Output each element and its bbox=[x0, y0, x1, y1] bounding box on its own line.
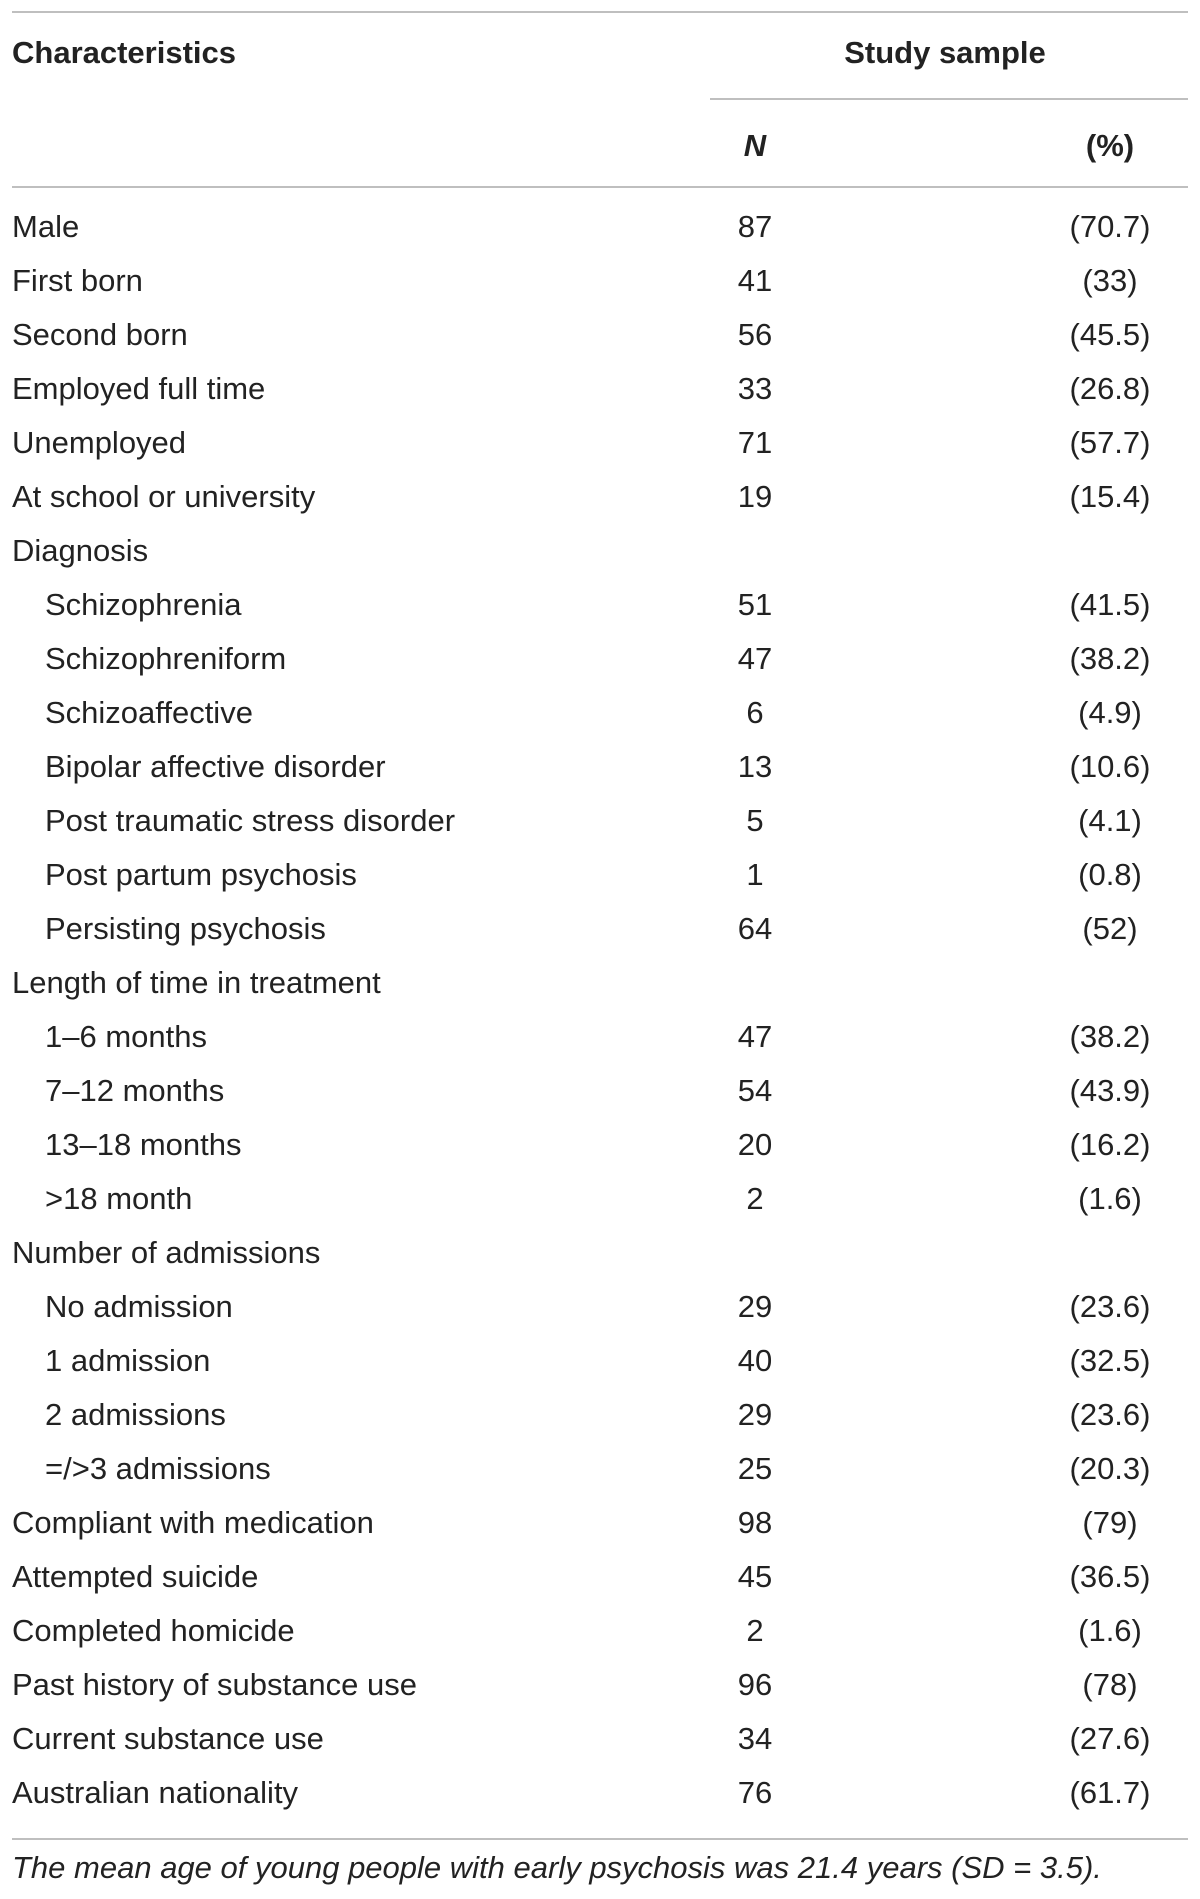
row-label: Length of time in treatment bbox=[12, 965, 381, 1000]
row-percent-value: (57.7) bbox=[1069, 425, 1151, 460]
row-percent-value bbox=[1060, 1226, 1160, 1280]
row-label: Compliant with medication bbox=[12, 1505, 374, 1540]
row-n-value: 54 bbox=[737, 1073, 773, 1108]
table-row bbox=[0, 1064, 1200, 1118]
row-percent-value: (38.2) bbox=[1069, 641, 1151, 676]
row-n-value: 76 bbox=[737, 1775, 773, 1810]
table-row bbox=[0, 1712, 1200, 1766]
row-label: 13–18 months bbox=[45, 1127, 242, 1162]
row-label: 2 admissions bbox=[45, 1397, 226, 1432]
characteristics-header: Characteristics bbox=[12, 35, 237, 70]
table-body bbox=[0, 200, 1200, 1820]
row-n-value: 29 bbox=[737, 1397, 773, 1432]
row-label: Schizophrenia bbox=[45, 587, 242, 622]
row-percent-value: (79) bbox=[1082, 1505, 1138, 1540]
row-label: No admission bbox=[45, 1289, 233, 1324]
table-row bbox=[0, 200, 1200, 254]
table-row bbox=[0, 1118, 1200, 1172]
row-percent-value: (45.5) bbox=[1069, 317, 1151, 352]
row-percent-value: (4.9) bbox=[1078, 695, 1142, 730]
table-row bbox=[0, 740, 1200, 794]
row-percent-value: (1.6) bbox=[1078, 1613, 1142, 1648]
row-n-value: 34 bbox=[737, 1721, 773, 1756]
table-row bbox=[0, 1010, 1200, 1064]
row-label: Attempted suicide bbox=[12, 1559, 259, 1594]
row-percent-value: (32.5) bbox=[1069, 1343, 1151, 1378]
table-row bbox=[0, 1388, 1200, 1442]
row-n-value: 1 bbox=[746, 857, 764, 892]
row-n-value: 19 bbox=[737, 479, 773, 514]
row-percent-value: (15.4) bbox=[1069, 479, 1151, 514]
row-percent-value: (16.2) bbox=[1069, 1127, 1151, 1162]
row-percent-value: (41.5) bbox=[1069, 587, 1151, 622]
row-label: Schizophreniform bbox=[45, 641, 287, 676]
header-bottom-rule bbox=[12, 186, 1188, 188]
row-percent-value: (26.8) bbox=[1069, 371, 1151, 406]
row-label: >18 month bbox=[45, 1181, 193, 1216]
row-label: Unemployed bbox=[12, 425, 187, 460]
row-percent-value: (0.8) bbox=[1078, 857, 1142, 892]
table-row bbox=[0, 1172, 1200, 1226]
row-n-value: 98 bbox=[737, 1505, 773, 1540]
table-row bbox=[0, 1496, 1200, 1550]
table-row bbox=[0, 416, 1200, 470]
row-label: Male bbox=[12, 209, 80, 244]
table-row bbox=[0, 848, 1200, 902]
row-percent-value: (27.6) bbox=[1069, 1721, 1151, 1756]
table-row bbox=[0, 524, 1200, 578]
row-label: Diagnosis bbox=[12, 533, 149, 568]
table-row bbox=[0, 1766, 1200, 1820]
percent-column-header: (%) bbox=[1085, 128, 1135, 163]
row-percent-value: (38.2) bbox=[1069, 1019, 1151, 1054]
bottom-rule bbox=[12, 1838, 1188, 1840]
row-label: Second born bbox=[12, 317, 188, 352]
row-label: Australian nationality bbox=[12, 1775, 299, 1810]
row-percent-value bbox=[1060, 956, 1160, 1010]
study-sample-rule bbox=[710, 98, 1188, 100]
row-n-value: 2 bbox=[746, 1181, 764, 1216]
row-label: 1–6 months bbox=[45, 1019, 207, 1054]
table-row bbox=[0, 1550, 1200, 1604]
table-row bbox=[0, 686, 1200, 740]
n-column-header: N bbox=[743, 128, 767, 163]
row-percent-value: (1.6) bbox=[1078, 1181, 1142, 1216]
row-percent-value: (23.6) bbox=[1069, 1289, 1151, 1324]
row-label: 1 admission bbox=[45, 1343, 211, 1378]
row-percent-value: (10.6) bbox=[1069, 749, 1151, 784]
table-row bbox=[0, 956, 1200, 1010]
row-n-value: 71 bbox=[737, 425, 773, 460]
row-label: Persisting psychosis bbox=[45, 911, 326, 946]
row-label: Bipolar affective disorder bbox=[45, 749, 386, 784]
row-n-value: 20 bbox=[737, 1127, 773, 1162]
table-row bbox=[0, 308, 1200, 362]
top-rule bbox=[12, 11, 1188, 13]
row-n-value: 25 bbox=[737, 1451, 773, 1486]
row-n-value: 41 bbox=[737, 263, 773, 298]
table-row bbox=[0, 470, 1200, 524]
table-row bbox=[0, 578, 1200, 632]
row-n-value: 29 bbox=[737, 1289, 773, 1324]
row-n-value bbox=[705, 1226, 805, 1280]
row-label: At school or university bbox=[12, 479, 316, 514]
table-row bbox=[0, 794, 1200, 848]
table-row bbox=[0, 1280, 1200, 1334]
table-row bbox=[0, 902, 1200, 956]
row-label: Post traumatic stress disorder bbox=[45, 803, 456, 838]
row-label: =/>3 admissions bbox=[45, 1451, 271, 1486]
row-n-value: 5 bbox=[746, 803, 764, 838]
row-label: Completed homicide bbox=[12, 1613, 295, 1648]
row-label: Current substance use bbox=[12, 1721, 324, 1756]
row-n-value: 87 bbox=[737, 209, 773, 244]
table-row bbox=[0, 1658, 1200, 1712]
row-percent-value bbox=[1060, 524, 1160, 578]
row-n-value: 40 bbox=[737, 1343, 773, 1378]
row-percent-value: (61.7) bbox=[1069, 1775, 1151, 1810]
row-label: Past history of substance use bbox=[12, 1667, 417, 1702]
table-row bbox=[0, 1604, 1200, 1658]
row-label: 7–12 months bbox=[45, 1073, 225, 1108]
row-n-value bbox=[705, 956, 805, 1010]
table-row bbox=[0, 632, 1200, 686]
row-label: Schizoaffective bbox=[45, 695, 253, 730]
study-sample-header: Study sample bbox=[844, 35, 1046, 70]
row-percent-value: (33) bbox=[1082, 263, 1138, 298]
table-row bbox=[0, 362, 1200, 416]
row-n-value: 64 bbox=[737, 911, 773, 946]
row-percent-value: (78) bbox=[1082, 1667, 1138, 1702]
row-n-value: 45 bbox=[737, 1559, 773, 1594]
row-n-value: 2 bbox=[746, 1613, 764, 1648]
row-label: Employed full time bbox=[12, 371, 266, 406]
row-n-value: 33 bbox=[737, 371, 773, 406]
row-n-value: 51 bbox=[737, 587, 773, 622]
row-label: Number of admissions bbox=[12, 1235, 321, 1270]
row-n-value: 6 bbox=[746, 695, 764, 730]
row-n-value: 47 bbox=[737, 1019, 773, 1054]
row-percent-value: (4.1) bbox=[1078, 803, 1142, 838]
row-n-value: 13 bbox=[737, 749, 773, 784]
row-n-value: 47 bbox=[737, 641, 773, 676]
row-percent-value: (20.3) bbox=[1069, 1451, 1151, 1486]
row-n-value: 96 bbox=[737, 1667, 773, 1702]
row-percent-value: (43.9) bbox=[1069, 1073, 1151, 1108]
row-percent-value: (52) bbox=[1082, 911, 1138, 946]
row-percent-value: (70.7) bbox=[1069, 209, 1151, 244]
table-footnote: The mean age of young people with early psychosis was 21.4 years (SD = 3.5). bbox=[12, 1850, 1102, 1885]
row-n-value: 56 bbox=[737, 317, 773, 352]
row-n-value bbox=[705, 524, 805, 578]
row-label: Post partum psychosis bbox=[45, 857, 357, 892]
table-row bbox=[0, 1334, 1200, 1388]
table-row bbox=[0, 1442, 1200, 1496]
row-percent-value: (23.6) bbox=[1069, 1397, 1151, 1432]
row-label: First born bbox=[12, 263, 143, 298]
table-row bbox=[0, 1226, 1200, 1280]
table-row bbox=[0, 254, 1200, 308]
row-percent-value: (36.5) bbox=[1069, 1559, 1151, 1594]
